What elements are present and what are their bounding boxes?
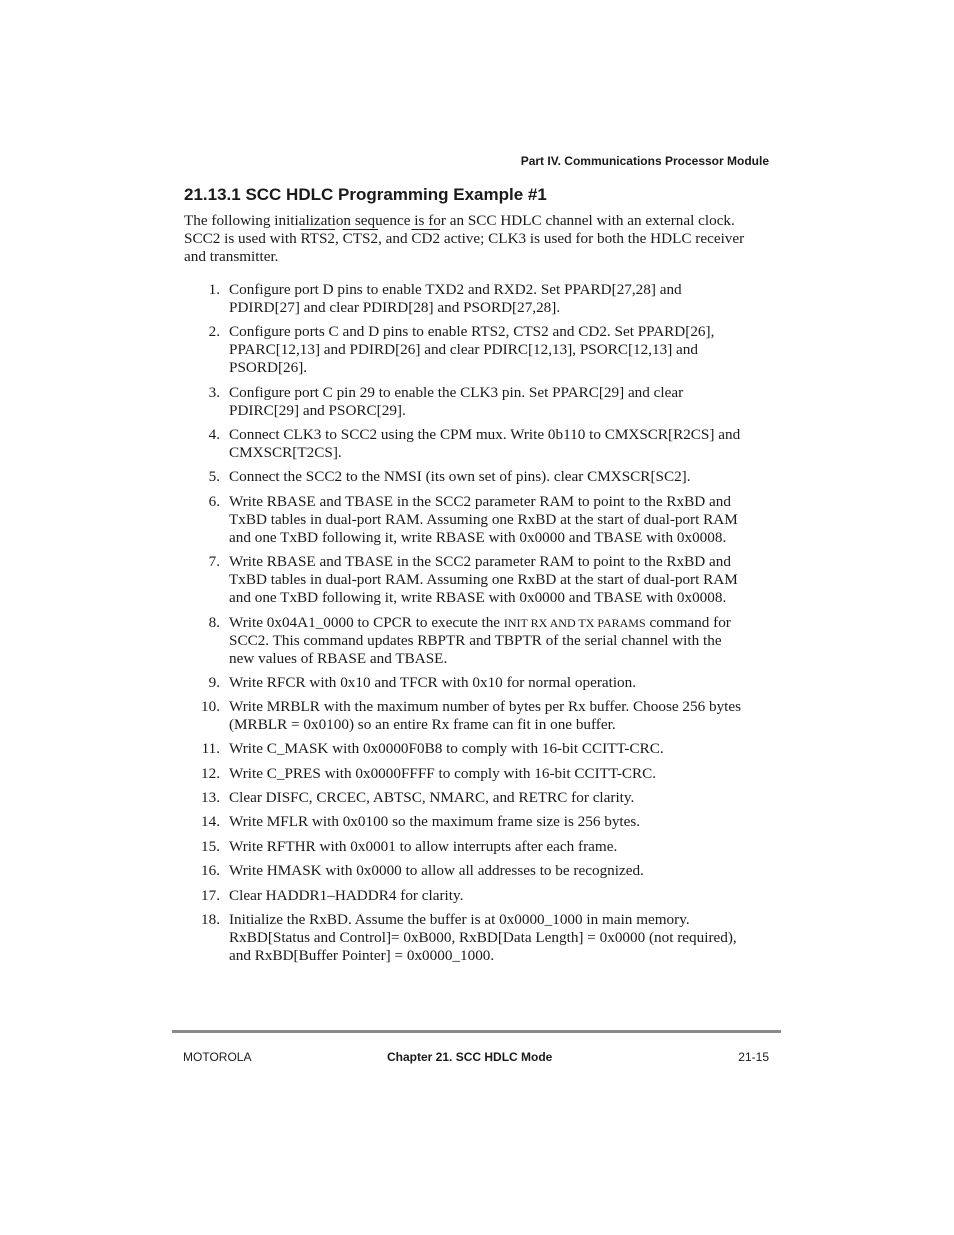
list-item-number: 16. xyxy=(201,862,220,879)
list-item-text: Connect CLK3 to SCC2 using the CPM mux. Write 0b110 to CMXSCR[R2CS] and CMXSCR[T2CS]. xyxy=(229,426,741,461)
list-item-text: Write 0x04A1_0000 to CPCR to execute the INIT RX AND TX PARAMS command for SCC2. This command updates RBPTR and TBPTR of the serial channel with the new values of RBASE and TBASE. xyxy=(229,614,731,667)
intro-paragraph xyxy=(184,212,774,266)
list-item-number: 5. xyxy=(208,468,220,485)
list-item-number: 4. xyxy=(208,426,220,443)
list-item-number: 10. xyxy=(201,698,220,715)
signal-rts2: RTS2 xyxy=(300,230,336,247)
list-item-number: 1. xyxy=(208,281,220,298)
list-item-text: Initialize the RxBD. Assume the buffer is at 0x0000_1000 in main memory. RxBD[Status and Control]= 0xB000, RxBD[Data Length] = 0x0000 (not required), and RxBD[Buffer Pointer] = 0x0000_1000. xyxy=(229,911,737,964)
list-item-text: Write RBASE and TBASE in the SCC2 parameter RAM to point to the RxBD and TxBD tables in dual-port RAM. Assuming one RxBD at the start of dual-port RAM and one TxBD following it, write RBASE with 0x0000 and TBASE with 0x0008. xyxy=(229,493,738,546)
list-item-number: 9. xyxy=(208,674,220,691)
list-item-number: 2. xyxy=(208,323,220,340)
list-item-text: Clear DISFC, CRCEC, ABTSC, NMARC, and RETRC for clarity. xyxy=(229,789,635,806)
footer-rule xyxy=(172,1030,781,1033)
intro-text: active; CLK3 is used for both the HDLC receiver xyxy=(440,230,745,247)
list-item-text: Write C_MASK with 0x0000F0B8 to comply with 16-bit CCITT-CRC. xyxy=(229,740,664,757)
section-heading: 21.13.1 SCC HDLC Programming Example #1 xyxy=(184,185,547,204)
list-item-number: 8. xyxy=(208,614,220,631)
list-item-number: 7. xyxy=(208,553,220,570)
list-item-text: Connect the SCC2 to the NMSI (its own set of pins). clear CMXSCR[SC2]. xyxy=(229,468,691,485)
list-item-number: 14. xyxy=(201,813,220,830)
list-item-number: 13. xyxy=(201,789,220,806)
list-item-number: 18. xyxy=(201,911,220,928)
list-item-number: 12. xyxy=(201,765,220,782)
list-item-number: 17. xyxy=(201,887,220,904)
intro-text: , and xyxy=(378,230,412,247)
intro-line xyxy=(184,230,774,248)
list-item-text: Write RFTHR with 0x0001 to allow interrupts after each frame. xyxy=(229,838,618,855)
list-item-text: Write RFCR with 0x10 and TFCR with 0x10 for normal operation. xyxy=(229,674,637,691)
list-item-number: 15. xyxy=(201,838,220,855)
list-item-text: Clear HADDR1–HADDR4 for clarity. xyxy=(229,887,464,904)
running-head: Part IV. Communications Processor Module xyxy=(520,154,769,168)
signal-cd2: CD2 xyxy=(411,230,441,247)
list-item-number: 6. xyxy=(208,493,220,510)
signal-cts2: CTS2 xyxy=(342,230,379,247)
footer-page-number: 21-15 xyxy=(738,1050,769,1064)
footer-publisher: MOTOROLA xyxy=(183,1050,252,1064)
list-item-number: 11. xyxy=(201,740,220,757)
footer-chapter-title: Chapter 21. SCC HDLC Mode xyxy=(387,1050,553,1064)
intro-line: The following initialization sequence is for an SCC HDLC channel with an external clock. xyxy=(184,212,735,229)
intro-text: , xyxy=(335,230,343,247)
list-item-text: Write MFLR with 0x0100 so the maximum frame size is 256 bytes. xyxy=(229,813,641,830)
list-item-text: Write RBASE and TBASE in the SCC2 parameter RAM to point to the RxBD and TxBD tables in dual-port RAM. Assuming one RxBD at the start of dual-port RAM and one TxBD following it, write RBASE with 0x0000 and TBASE with 0x0008. xyxy=(229,553,738,606)
intro-text: SCC2 is used with xyxy=(184,230,301,247)
intro-line: and transmitter. xyxy=(184,248,279,265)
list-item-text: Write C_PRES with 0x0000FFFF to comply with 16-bit CCITT-CRC. xyxy=(229,765,657,782)
list-item-text: Write MRBLR with the maximum number of bytes per Rx buffer. Choose 256 bytes (MRBLR = 0x0100) so an entire Rx frame can fit in one buffer. xyxy=(229,698,742,733)
list-item-text: Configure port D pins to enable TXD2 and RXD2. Set PPARD[27,28] and PDIRD[27] and clear PDIRD[28] and PSORD[27,28]. xyxy=(229,281,682,316)
list-item-text: Write HMASK with 0x0000 to allow all addresses to be recognized. xyxy=(229,862,644,879)
list-item-number: 3. xyxy=(208,384,220,401)
command-name-smallcaps: INIT RX AND TX PARAMS xyxy=(503,616,646,630)
list-item-text: Configure ports C and D pins to enable RTS2, CTS2 and CD2. Set PPARD[26], PPARC[12,13] and PDIRD[26] and clear PDIRC[12,13], PSORC[12,13] and PSORD[26]. xyxy=(229,323,715,376)
list-item-text: Configure port C pin 29 to enable the CLK3 pin. Set PPARC[29] and clear PDIRC[29] and PSORC[29]. xyxy=(229,384,684,419)
